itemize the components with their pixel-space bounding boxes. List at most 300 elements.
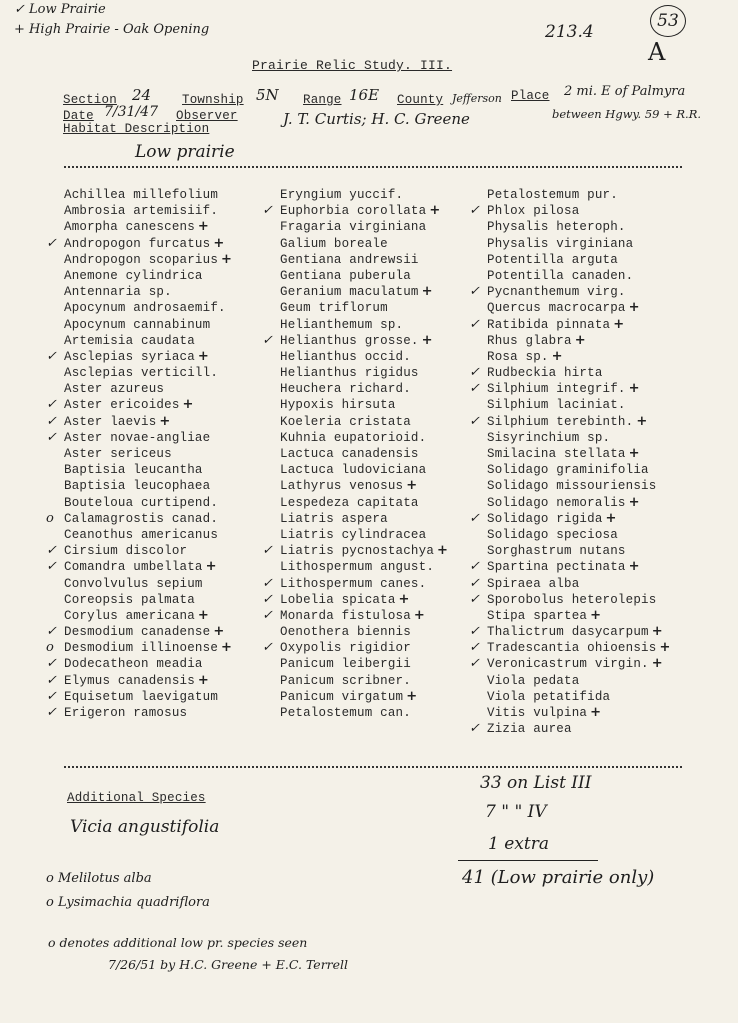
species-row bbox=[46, 511, 232, 527]
species-name: Rosa sp. bbox=[487, 349, 549, 364]
check-mark-icon: ✓ bbox=[469, 575, 481, 591]
species-name: Fragaria virginiana bbox=[280, 220, 427, 235]
species-row bbox=[46, 397, 232, 413]
species-name: Convolvulus sepium bbox=[64, 576, 203, 591]
species-name: Hypoxis hirsuta bbox=[280, 398, 396, 413]
township-label: Township bbox=[182, 93, 244, 107]
species-name: Antennaria sp. bbox=[64, 285, 172, 300]
species-name: Liatris cylindracea bbox=[280, 527, 427, 542]
species-name: Potentilla arguta bbox=[487, 252, 618, 267]
plus-mark: + bbox=[182, 397, 194, 413]
check-mark-icon: ✓ bbox=[469, 365, 481, 381]
check-mark-icon: ✓ bbox=[46, 543, 58, 559]
species-name: Lithospermum angust. bbox=[280, 560, 435, 575]
species-column-3 bbox=[469, 187, 671, 737]
species-name: Silphium terebinth. bbox=[487, 414, 634, 429]
range-label: Range bbox=[303, 93, 342, 107]
species-row bbox=[262, 559, 448, 575]
species-row bbox=[262, 414, 448, 430]
species-name: Petalostemum can. bbox=[280, 706, 411, 720]
species-row bbox=[46, 478, 232, 494]
tally-extra: 1 extra bbox=[488, 834, 549, 854]
check-mark-icon: ✓ bbox=[469, 591, 481, 607]
species-name: Calamagrostis canad. bbox=[64, 511, 219, 526]
species-name: Amorpha canescens bbox=[64, 220, 195, 235]
species-row bbox=[262, 624, 448, 640]
dotted-divider-bottom bbox=[64, 766, 682, 768]
check-mark-icon: ✓ bbox=[262, 203, 274, 219]
species-row bbox=[262, 608, 448, 624]
legend-low-prairie: ✓ Low Prairie bbox=[14, 2, 106, 17]
circled-number: 53 bbox=[650, 5, 686, 37]
species-name: Helianthus rigidus bbox=[280, 366, 419, 381]
check-mark-icon: ✓ bbox=[46, 688, 58, 704]
species-row bbox=[46, 349, 232, 365]
county-label: County bbox=[397, 93, 444, 107]
species-row bbox=[469, 219, 671, 235]
species-row bbox=[262, 640, 448, 656]
place-value: 2 mi. E of Palmyra bbox=[564, 84, 686, 99]
species-name: Lobelia spicata bbox=[280, 592, 396, 607]
sheet-number: 213.4 bbox=[545, 22, 594, 42]
plus-mark: + bbox=[429, 203, 441, 219]
species-row bbox=[46, 203, 232, 219]
species-name: Phlox pilosa bbox=[487, 204, 580, 219]
check-mark-icon: ✓ bbox=[469, 721, 481, 737]
species-name: Desmodium illinoense bbox=[64, 641, 219, 656]
species-name: Vitis vulpina bbox=[487, 706, 588, 720]
place-value-continued: between Hgwy. 59 + R.R. bbox=[552, 107, 702, 121]
species-row bbox=[262, 381, 448, 397]
species-row bbox=[262, 543, 448, 559]
species-name: Silphium integrif. bbox=[487, 382, 626, 397]
species-row bbox=[262, 187, 448, 203]
species-name: Stipa spartea bbox=[487, 608, 588, 623]
section-label: Section bbox=[63, 93, 117, 107]
species-name: Veronicastrum virgin. bbox=[487, 657, 649, 672]
species-row bbox=[46, 624, 232, 640]
date-value: 7/31/47 bbox=[104, 104, 158, 120]
species-name: Lespedeza capitata bbox=[280, 495, 419, 510]
species-name: Apocynum cannabinum bbox=[64, 317, 211, 332]
plus-mark: + bbox=[613, 316, 625, 332]
species-row bbox=[469, 640, 671, 656]
species-row bbox=[469, 656, 671, 672]
species-row bbox=[469, 478, 671, 494]
species-name: Artemisia caudata bbox=[64, 333, 195, 348]
check-mark-icon: ✓ bbox=[469, 284, 481, 300]
open-circle-mark: o bbox=[46, 640, 55, 656]
species-row bbox=[469, 462, 671, 478]
species-name: Liatris pycnostachya bbox=[280, 544, 435, 559]
species-row bbox=[46, 559, 232, 575]
species-row bbox=[469, 543, 671, 559]
plus-mark: + bbox=[628, 300, 640, 316]
species-name: Tradescantia ohioensis bbox=[487, 641, 657, 656]
species-row bbox=[46, 576, 232, 592]
species-name: Spiraea alba bbox=[487, 576, 580, 591]
species-name: Petalostemum pur. bbox=[487, 188, 618, 202]
check-mark-icon: ✓ bbox=[46, 413, 58, 429]
sheet-letter: A bbox=[648, 38, 666, 66]
species-row bbox=[469, 284, 671, 300]
species-row bbox=[469, 397, 671, 413]
species-name: Pycnanthemum virg. bbox=[487, 285, 626, 300]
species-name: Apocynum androsaemif. bbox=[64, 301, 226, 316]
species-row bbox=[46, 462, 232, 478]
species-row bbox=[46, 592, 232, 608]
species-row bbox=[262, 705, 448, 721]
species-row bbox=[46, 317, 232, 333]
species-row bbox=[262, 203, 448, 219]
plus-mark: + bbox=[651, 624, 663, 640]
species-row bbox=[46, 640, 232, 656]
check-mark-icon: ✓ bbox=[262, 543, 274, 559]
species-name: Helianthemum sp. bbox=[280, 317, 404, 332]
species-name: Panicum leibergii bbox=[280, 657, 411, 672]
species-row bbox=[262, 592, 448, 608]
check-mark-icon: ✓ bbox=[14, 2, 30, 17]
check-mark-icon: ✓ bbox=[469, 413, 481, 429]
check-mark-icon: ✓ bbox=[262, 607, 274, 623]
species-row bbox=[469, 673, 671, 689]
species-name: Cirsium discolor bbox=[64, 544, 188, 559]
species-row bbox=[469, 365, 671, 381]
species-row bbox=[262, 511, 448, 527]
species-name: Solidago graminifolia bbox=[487, 463, 649, 478]
species-row bbox=[46, 219, 232, 235]
species-row bbox=[469, 608, 671, 624]
species-name: Aster azureus bbox=[64, 382, 165, 397]
species-row bbox=[262, 300, 448, 316]
plus-mark: + bbox=[421, 284, 433, 300]
species-name: Physalis virginiana bbox=[487, 236, 634, 251]
species-row bbox=[46, 381, 232, 397]
page-title: Prairie Relic Study. III. bbox=[252, 58, 453, 73]
species-row bbox=[469, 689, 671, 705]
plus-mark: + bbox=[628, 381, 640, 397]
additional-note-1: o denotes additional low pr. species seen bbox=[48, 935, 308, 950]
species-row bbox=[469, 576, 671, 592]
species-row bbox=[46, 414, 232, 430]
plus-mark: + bbox=[406, 688, 418, 704]
additional-note-2: 7/26/51 by H.C. Greene + E.C. Terrell bbox=[108, 957, 349, 972]
species-name: Geranium maculatum bbox=[280, 285, 419, 300]
check-mark-icon: ✓ bbox=[469, 203, 481, 219]
species-row bbox=[469, 705, 671, 721]
check-mark-icon: ✓ bbox=[469, 624, 481, 640]
species-name: Heuchera richard. bbox=[280, 382, 411, 397]
observer-value: J. T. Curtis; H. C. Greene bbox=[283, 110, 470, 128]
observer-label: Observer bbox=[176, 109, 238, 123]
species-name: Asclepias verticill. bbox=[64, 366, 219, 381]
plus-mark: + bbox=[213, 624, 225, 640]
species-name: Monarda fistulosa bbox=[280, 608, 411, 623]
check-mark-icon: ✓ bbox=[46, 559, 58, 575]
species-row bbox=[469, 559, 671, 575]
species-row bbox=[469, 721, 671, 737]
plus-mark: + bbox=[221, 251, 233, 267]
plus-mark: + bbox=[421, 332, 433, 348]
species-name: Solidago speciosa bbox=[487, 527, 618, 542]
species-row bbox=[469, 446, 671, 462]
species-row bbox=[469, 333, 671, 349]
species-row bbox=[46, 333, 232, 349]
species-name: Sisyrinchium sp. bbox=[487, 430, 611, 445]
additional-species-label: Additional Species bbox=[67, 791, 206, 805]
additional-extra-2: o Lysimachia quadriflora bbox=[46, 895, 210, 910]
species-row bbox=[469, 268, 671, 284]
species-row bbox=[469, 527, 671, 543]
species-name: Helianthus occid. bbox=[280, 349, 411, 364]
check-mark-icon: ✓ bbox=[46, 429, 58, 445]
species-row bbox=[46, 236, 232, 252]
species-name: Helianthus grosse. bbox=[280, 333, 419, 348]
species-row bbox=[46, 705, 232, 721]
plus-mark: + bbox=[197, 219, 210, 235]
habitat-value: Low prairie bbox=[135, 142, 235, 162]
species-name: Lactuca canadensis bbox=[280, 447, 419, 461]
tally-list-4: 7 " " IV bbox=[485, 802, 547, 822]
species-name: Panicum scribner. bbox=[280, 673, 411, 688]
species-row bbox=[46, 527, 232, 543]
tally-sum-line bbox=[458, 860, 598, 861]
species-row bbox=[262, 673, 448, 689]
species-row bbox=[262, 268, 448, 284]
species-row bbox=[262, 656, 448, 672]
tally-total: 41 (Low prairie only) bbox=[462, 867, 655, 888]
species-name: Lathyrus venosus bbox=[280, 479, 404, 494]
species-name: Solidago nemoralis bbox=[487, 495, 626, 510]
section-value: 24 bbox=[132, 86, 152, 104]
species-name: Erigeron ramosus bbox=[64, 706, 188, 720]
species-name: Euphorbia corollata bbox=[280, 204, 427, 219]
species-row bbox=[46, 673, 232, 689]
species-name: Ratibida pinnata bbox=[487, 317, 611, 332]
species-row bbox=[262, 349, 448, 365]
plus-mark: + bbox=[628, 446, 640, 461]
species-row bbox=[262, 689, 448, 705]
species-row bbox=[46, 656, 232, 672]
check-mark-icon: ✓ bbox=[469, 381, 481, 397]
species-row bbox=[46, 689, 232, 705]
plus-mark: + bbox=[437, 543, 449, 559]
species-row bbox=[262, 430, 448, 446]
species-row bbox=[262, 576, 448, 592]
check-mark-icon: ✓ bbox=[469, 559, 481, 575]
species-name: Elymus canadensis bbox=[64, 673, 195, 688]
species-row bbox=[262, 333, 448, 349]
species-name: Thalictrum dasycarpum bbox=[487, 625, 649, 640]
species-row bbox=[46, 430, 232, 446]
species-row bbox=[469, 252, 671, 268]
species-row bbox=[46, 300, 232, 316]
check-mark-icon: ✓ bbox=[262, 591, 274, 607]
species-name: Baptisia leucantha bbox=[64, 463, 203, 478]
species-name: Liatris aspera bbox=[280, 511, 388, 526]
species-name: Gentiana andrewsii bbox=[280, 252, 419, 267]
species-name: Equisetum laevigatum bbox=[64, 689, 219, 704]
species-name: Eryngium yuccif. bbox=[280, 188, 404, 202]
check-mark-icon: ✓ bbox=[46, 705, 58, 720]
plus-mark: + bbox=[406, 478, 418, 494]
plus-mark: + bbox=[651, 656, 663, 672]
plus-mark: + bbox=[590, 607, 602, 623]
species-row bbox=[262, 397, 448, 413]
check-mark-icon: ✓ bbox=[469, 640, 481, 656]
plus-mark: + bbox=[413, 607, 426, 623]
species-name: Corylus americana bbox=[64, 608, 195, 623]
species-row bbox=[469, 203, 671, 219]
species-row bbox=[469, 349, 671, 365]
plus-mark: + bbox=[574, 332, 586, 348]
species-name: Kuhnia eupatorioid. bbox=[280, 430, 427, 445]
check-mark-icon: ✓ bbox=[46, 348, 58, 364]
species-row bbox=[262, 236, 448, 252]
plus-mark: + bbox=[159, 413, 171, 429]
check-mark-icon: ✓ bbox=[262, 332, 274, 348]
check-mark-icon: ✓ bbox=[469, 510, 481, 526]
species-name: Bouteloua curtipend. bbox=[64, 495, 219, 510]
species-column-1 bbox=[46, 187, 232, 721]
habitat-label: Habitat Description bbox=[63, 122, 210, 136]
species-name: Rhus glabra bbox=[487, 333, 572, 348]
dotted-divider-top bbox=[64, 166, 682, 168]
species-name: Aster laevis bbox=[64, 414, 157, 429]
open-circle-mark: o bbox=[46, 510, 55, 526]
species-name: Zizia aurea bbox=[487, 722, 572, 737]
species-row bbox=[262, 527, 448, 543]
legend-high-prairie: + High Prairie - Oak Opening bbox=[14, 22, 210, 37]
species-row bbox=[262, 317, 448, 333]
species-name: Ceanothus americanus bbox=[64, 527, 219, 542]
species-name: Sorghastrum nutans bbox=[487, 544, 626, 559]
check-mark-icon: ✓ bbox=[46, 672, 58, 688]
check-mark-icon: ✓ bbox=[262, 640, 274, 656]
species-name: Sporobolus heterolepis bbox=[487, 592, 657, 607]
species-name: Comandra umbellata bbox=[64, 560, 203, 575]
plus-mark: + bbox=[605, 510, 617, 526]
species-row bbox=[262, 478, 448, 494]
species-row bbox=[469, 592, 671, 608]
species-name: Oenothera biennis bbox=[280, 625, 411, 640]
species-row bbox=[469, 187, 671, 203]
species-name: Asclepias syriaca bbox=[64, 349, 195, 364]
plus-mark: + bbox=[590, 705, 602, 720]
species-row bbox=[46, 608, 232, 624]
species-row bbox=[262, 446, 448, 462]
species-row bbox=[262, 462, 448, 478]
species-column-2 bbox=[262, 187, 448, 721]
species-name: Dodecatheon meadia bbox=[64, 657, 203, 672]
species-name: Galium boreale bbox=[280, 236, 388, 251]
plus-mark: + bbox=[398, 591, 410, 607]
species-row bbox=[46, 365, 232, 381]
plus-mark: + bbox=[197, 348, 210, 364]
check-mark-icon: ✓ bbox=[46, 624, 58, 640]
species-row bbox=[46, 495, 232, 511]
species-row bbox=[262, 495, 448, 511]
species-row bbox=[469, 495, 671, 511]
tally-list-3: 33 on List III bbox=[480, 773, 592, 793]
species-name: Aster novae-angliae bbox=[64, 430, 211, 445]
species-name: Baptisia leucophaea bbox=[64, 479, 211, 494]
species-row bbox=[469, 300, 671, 316]
species-row bbox=[262, 219, 448, 235]
species-row bbox=[469, 381, 671, 397]
species-name: Oxypolis rigidior bbox=[280, 641, 411, 656]
species-name: Andropogon furcatus bbox=[64, 236, 211, 251]
place-label: Place bbox=[511, 89, 550, 103]
check-mark-icon: ✓ bbox=[46, 397, 58, 413]
species-name: Physalis heteroph. bbox=[487, 220, 626, 235]
species-name: Panicum virgatum bbox=[280, 689, 404, 704]
check-mark-icon: ✓ bbox=[46, 656, 58, 672]
additional-extra-1: o Melilotus alba bbox=[46, 871, 152, 886]
species-row bbox=[469, 511, 671, 527]
species-row bbox=[46, 252, 232, 268]
range-value: 16E bbox=[349, 86, 380, 104]
species-name: Koeleria cristata bbox=[280, 414, 411, 429]
plus-mark: + bbox=[628, 494, 640, 510]
species-row bbox=[469, 430, 671, 446]
species-name: Lithospermum canes. bbox=[280, 576, 427, 591]
date-label: Date bbox=[63, 109, 94, 123]
species-name: Quercus macrocarpa bbox=[487, 301, 626, 316]
species-name: Solidago rigida bbox=[487, 511, 603, 526]
species-name: Geum triflorum bbox=[280, 301, 388, 316]
plus-mark: + bbox=[636, 413, 648, 429]
species-name: Viola pedata bbox=[487, 673, 580, 688]
species-name: Rudbeckia hirta bbox=[487, 366, 603, 381]
species-row bbox=[46, 284, 232, 300]
species-name: Spartina pectinata bbox=[487, 560, 626, 575]
species-name: Viola petatifida bbox=[487, 689, 611, 704]
species-name: Achillea millefolium bbox=[64, 188, 219, 202]
species-row bbox=[46, 268, 232, 284]
species-name: Anemone cylindrica bbox=[64, 268, 203, 283]
species-name: Solidago missouriensis bbox=[487, 479, 657, 494]
species-row bbox=[469, 624, 671, 640]
species-name: Coreopsis palmata bbox=[64, 592, 195, 607]
species-row bbox=[46, 446, 232, 462]
county-value: Jefferson bbox=[452, 92, 502, 105]
species-row bbox=[469, 236, 671, 252]
species-name: Gentiana puberula bbox=[280, 268, 411, 283]
species-name: Lactuca ludoviciana bbox=[280, 463, 427, 478]
plus-mark: + bbox=[205, 559, 217, 575]
species-name: Aster ericoides bbox=[64, 398, 180, 413]
check-mark-icon: ✓ bbox=[46, 235, 58, 251]
species-row bbox=[46, 543, 232, 559]
species-name: Smilacina stellata bbox=[487, 447, 626, 461]
species-name: Aster sericeus bbox=[64, 447, 172, 461]
species-row bbox=[469, 317, 671, 333]
species-name: Potentilla canaden. bbox=[487, 268, 634, 283]
species-row bbox=[262, 284, 448, 300]
species-name: Desmodium canadense bbox=[64, 625, 211, 640]
species-name: Silphium laciniat. bbox=[487, 398, 626, 413]
species-row bbox=[469, 414, 671, 430]
plus-mark: + bbox=[221, 640, 233, 656]
species-row bbox=[262, 252, 448, 268]
species-row bbox=[46, 187, 232, 203]
plus-mark: + bbox=[197, 607, 210, 623]
township-value: 5N bbox=[256, 86, 279, 104]
plus-mark: + bbox=[213, 235, 225, 251]
plus-mark: + bbox=[628, 559, 640, 575]
check-mark-icon: ✓ bbox=[469, 656, 481, 672]
